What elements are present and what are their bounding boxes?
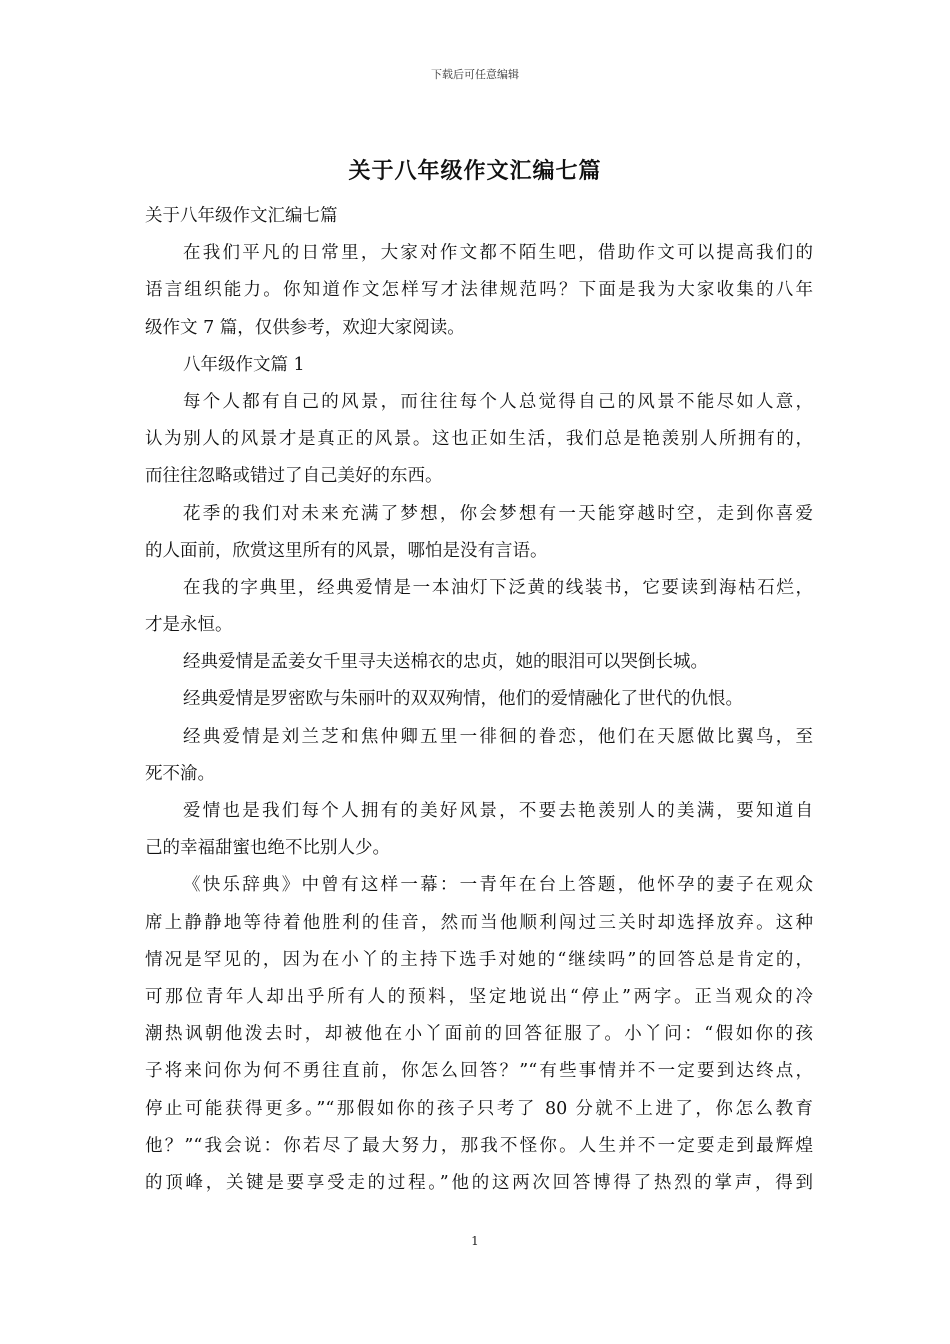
text-line: 席上静静地等待着他胜利的佳音，然而当他顺利闯过三关时却选择放弃。这种 (145, 912, 813, 933)
text-line: 级作文 7 篇，仅供参考，欢迎大家阅读。 (145, 317, 465, 338)
text-line: 每个人都有自己的风景，而往往每个人总觉得自己的风景不能尽如人意， (183, 391, 813, 412)
text-line: 潮热讽朝他泼去时，却被他在小丫面前的回答征服了。小丫问：“假如你的孩 (145, 1024, 813, 1045)
text-line: 的人面前，欣赏这里所有的风景，哪怕是没有言语。 (145, 540, 548, 561)
text-line: 而往往忽略或错过了自己美好的东西。 (145, 466, 443, 487)
text-line: 死不渝。 (145, 763, 215, 784)
header-note: 下载后可任意编辑 (431, 68, 519, 81)
text-line: 爱情也是我们每个人拥有的美好风景，不要去艳羡别人的美满，要知道自 (183, 801, 813, 821)
text-line: 《快乐辞典》中曾有这样一幕：一青年在台上答题，他怀孕的妻子在观众 (183, 875, 813, 896)
text-line: 经典爱情是刘兰芝和焦仲卿五里一徘徊的眷恋，他们在天愿做比翼鸟，至 (183, 726, 813, 747)
text-line: 认为别人的风景才是真正的风景。这也正如生活，我们总是艳羡别人所拥有的， (145, 429, 813, 450)
text-line: 在我的字典里，经典爱情是一本油灯下泛黄的线装书，它要读到海枯石烂， (183, 577, 813, 598)
text-line: 在我们平凡的日常里，大家对作文都不陌生吧，借助作文可以提高我们的 (183, 243, 813, 264)
text-line: 他？”“我会说：你若尽了最大努力，那我不怪你。人生并不一定要走到最辉煌 (145, 1135, 813, 1156)
text-line: 的顶峰，关键是要享受走的过程。”他的这两次回答博得了热烈的掌声，得到 (145, 1172, 813, 1193)
text-line: 停止可能获得更多。”“那假如你的孩子只考了 80 分就不上进了，你怎么教育 (145, 1098, 813, 1119)
text-line: 己的幸福甜蜜也绝不比别人少。 (145, 838, 390, 859)
text-line: 经典爱情是罗密欧与朱丽叶的双双殉情，他们的爱情融化了世代的仇恨。 (183, 689, 743, 710)
text-line: 经典爱情是孟姜女千里寻夫送棉衣的忠贞，她的眼泪可以哭倒长城。 (183, 652, 708, 673)
text-line: 花季的我们对未来充满了梦想，你会梦想有一天能穿越时空，走到你喜爱 (183, 503, 813, 524)
text-line: 子将来问你为何不勇往直前，你怎么回答？”“有些事情并不一定要到达终点， (145, 1061, 813, 1082)
text-line: 语言组织能力。你知道作文怎样写才法律规范吗？下面是我为大家收集的八年 (145, 280, 813, 301)
text-line: 关于八年级作文汇编七篇 (145, 206, 338, 226)
page-title: 关于八年级作文汇编七篇 (348, 158, 602, 184)
text-line: 情况是罕见的，因为在小丫的主持下选手对她的“继续吗”的回答总是肯定的， (145, 949, 813, 970)
page-number: 1 (471, 1234, 479, 1248)
body-text (145, 198, 813, 1202)
text-line: 可那位青年人却出乎所有人的预料，坚定地说出“停止”两字。正当观众的冷 (145, 986, 813, 1007)
text-line: 才是永恒。 (145, 615, 233, 636)
text-line: 八年级作文篇 1 (183, 354, 305, 375)
